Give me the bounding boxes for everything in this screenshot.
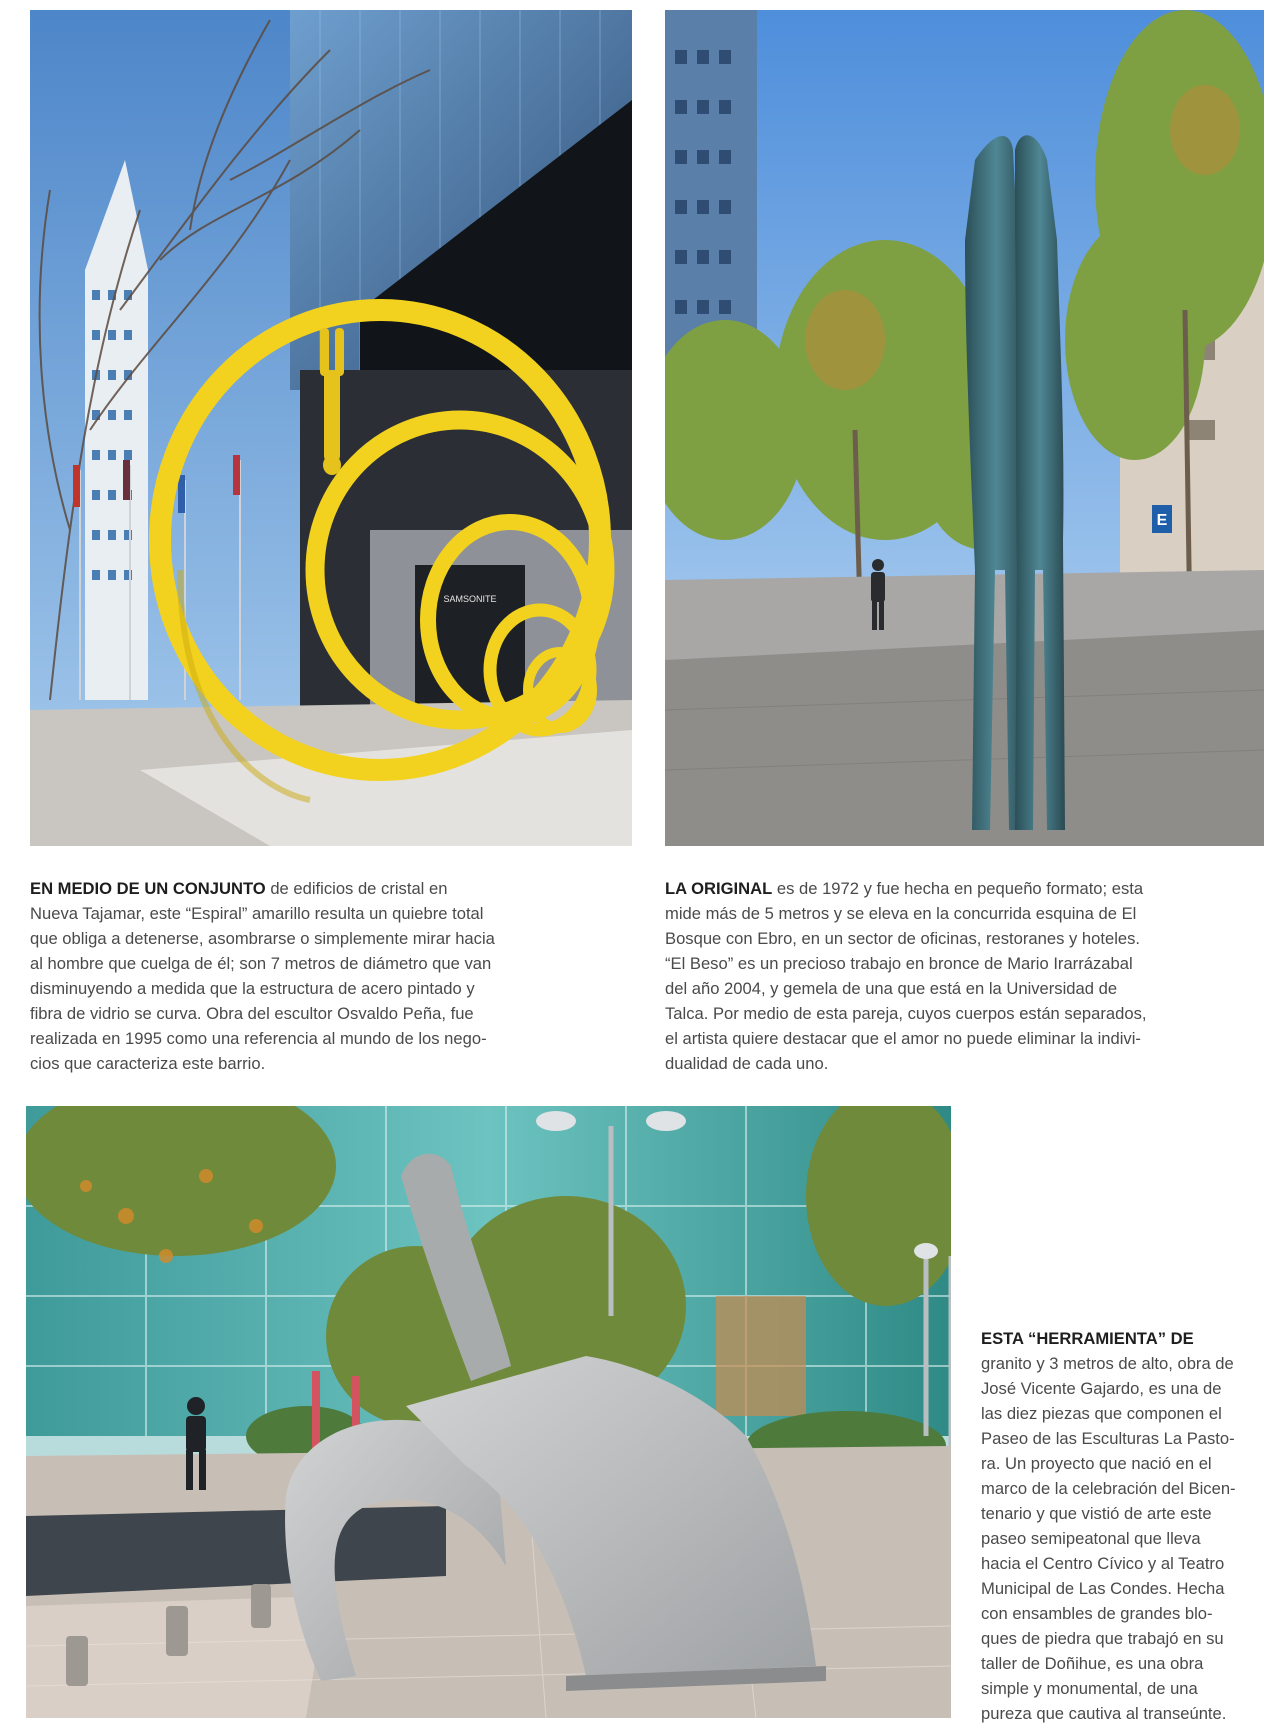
caption-line: del año 2004, y gemela de una que está en la Universidad de <box>665 979 1118 998</box>
caption-line: tenario y que vistió de arte este <box>981 1504 1212 1523</box>
store-sign: SAMSONITE <box>443 594 497 604</box>
caption-line: granito y 3 metros de alto, obra de <box>981 1354 1234 1373</box>
caption-line: cios que caracteriza este barrio. <box>30 1054 266 1073</box>
caption-el-beso <box>665 876 1210 1076</box>
caption-line: hacia el Centro Cívico y al Teatro <box>981 1554 1225 1573</box>
spiral-sculpture-image <box>30 10 632 846</box>
caption-line: realizada en 1995 como una referencia al mundo de los nego- <box>30 1029 487 1048</box>
caption-line: Talca. Por medio de esta pareja, cuyos cuerpos están separados, <box>665 1004 1147 1023</box>
caption-line: ques de piedra que trabajó en su <box>981 1629 1224 1648</box>
caption-line: al hombre que cuelga de él; son 7 metros de diámetro que van <box>30 954 492 973</box>
caption-line: las diez piezas que componen el <box>981 1404 1222 1423</box>
caption-line: mide más de 5 metros y se eleva en la concurrida esquina de El <box>665 904 1137 923</box>
photo-spiral-sculpture <box>30 10 632 846</box>
caption-line: Bosque con Ebro, en un sector de oficinas, restoranes y hoteles. <box>665 929 1141 948</box>
herramienta-sculpture-image <box>26 1106 951 1718</box>
caption-line: el artista quiere destacar que el amor no puede eliminar la indivi- <box>665 1029 1141 1048</box>
caption-line: taller de Doñihue, es una obra <box>981 1654 1204 1673</box>
caption-line: dualidad de cada uno. <box>665 1054 829 1073</box>
caption-line: fibra de vidrio se curva. Obra del escultor Osvaldo Peña, fue <box>30 1004 474 1023</box>
caption-lead: LA ORIGINAL <box>665 879 773 898</box>
caption-herramienta <box>981 1326 1266 1726</box>
caption-line: LA ORIGINAL es de 1972 y fue hecha en pequeño formato; esta <box>665 879 1144 898</box>
caption-lead: ESTA “HERRAMIENTA” DE <box>981 1329 1194 1348</box>
caption-line: pureza que cautiva al transeúnte. <box>981 1704 1227 1723</box>
caption-line: “El Beso” es un precioso trabajo en bronce de Mario Irarrázabal <box>665 954 1133 973</box>
caption-lead: EN MEDIO DE UN CONJUNTO <box>30 879 266 898</box>
caption-line: José Vicente Gajardo, es una de <box>981 1379 1222 1398</box>
photo-herramienta-sculpture <box>26 1106 951 1718</box>
caption-line: que obliga a detenerse, asombrarse o simplemente mirar hacia <box>30 929 495 948</box>
caption-spiral <box>30 876 550 1076</box>
caption-line: Municipal de Las Condes. Hecha <box>981 1579 1225 1598</box>
caption-line: Nueva Tajamar, este “Espiral” amarillo resulta un quiebre total <box>30 904 484 923</box>
parking-sign: E <box>1156 512 1168 529</box>
caption-line: paseo semipeatonal que lleva <box>981 1529 1201 1548</box>
el-beso-sculpture-image <box>665 10 1264 846</box>
caption-line: simple y monumental, de una <box>981 1679 1198 1698</box>
photo-el-beso-sculpture <box>665 10 1264 846</box>
caption-line: EN MEDIO DE UN CONJUNTO de edificios de cristal en <box>30 879 448 898</box>
caption-line: marco de la celebración del Bicen- <box>981 1479 1236 1498</box>
caption-line: disminuyendo a medida que la estructura de acero pintado y <box>30 979 475 998</box>
caption-line: con ensambles de grandes blo- <box>981 1604 1213 1623</box>
caption-line: ra. Un proyecto que nació en el <box>981 1454 1212 1473</box>
caption-line: Paseo de las Esculturas La Pasto- <box>981 1429 1235 1448</box>
